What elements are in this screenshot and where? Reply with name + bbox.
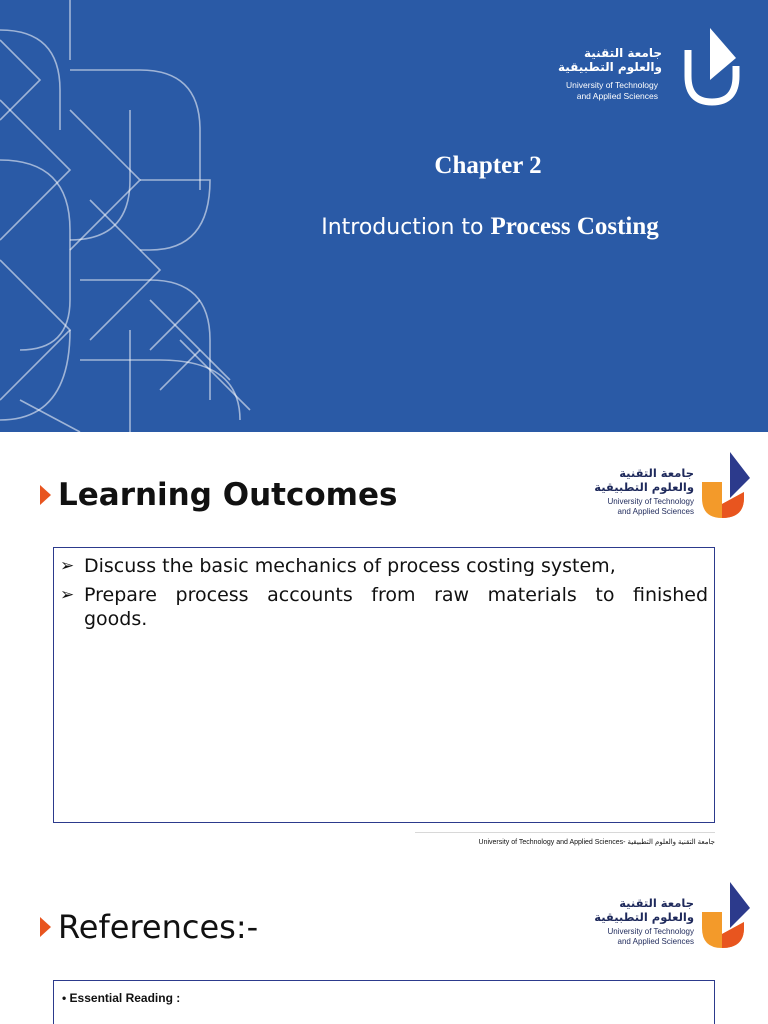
list-item [60, 583, 708, 631]
subtitle-part-1: Introduction to [321, 215, 491, 240]
university-name-english: University of Technology and Applied Sciences [607, 497, 694, 516]
university-logo [557, 28, 750, 108]
references-slide [0, 864, 768, 1024]
university-emblem-icon [700, 452, 752, 522]
orange-triangle-icon [40, 485, 51, 505]
university-logo [590, 452, 760, 522]
essential-reading-label: • Essential Reading : [62, 991, 181, 1005]
footer-text: University of Technology and Applied Sciences- جامعة التقنية والعلوم التطبيقية [478, 839, 715, 846]
learning-outcomes-box [53, 547, 715, 823]
bullet-text: Discuss the basic mechanics of process costing system, [84, 555, 616, 577]
list-item [60, 554, 708, 578]
learning-outcomes-slide [0, 432, 768, 864]
title-slide [0, 0, 768, 432]
university-emblem-icon [684, 28, 740, 106]
university-logo [590, 882, 760, 952]
learning-outcomes-heading [40, 477, 397, 513]
university-name-arabic: جامعة التقنية والعلوم التطبيقية [594, 466, 694, 494]
university-name-arabic: جامعة التقنية والعلوم التطبيقية [557, 46, 662, 74]
chapter-subtitle [270, 212, 710, 241]
arrow-bullet-icon: ➢ [60, 585, 75, 605]
university-name-arabic: جامعة التقنية والعلوم التطبيقية [594, 896, 694, 924]
footer-divider [415, 832, 715, 833]
orange-triangle-icon [40, 917, 51, 937]
decorative-line-pattern [0, 0, 300, 432]
chapter-title: Chapter 2 [434, 152, 542, 179]
university-name-english: University of Technology and Applied Sciences [607, 927, 694, 946]
references-heading [40, 908, 258, 946]
subtitle-part-2: Process Costing [490, 213, 659, 240]
heading-text: Learning Outcomes [58, 477, 398, 513]
arrow-bullet-icon: ➢ [60, 556, 75, 576]
university-name-english: University of Technology and Applied Sciences [566, 80, 658, 101]
university-emblem-icon [700, 882, 752, 952]
references-box [53, 980, 715, 1024]
bullet-text: Prepare process accounts from raw materials to finished goods. [84, 584, 708, 630]
heading-text: References:- [58, 908, 259, 946]
